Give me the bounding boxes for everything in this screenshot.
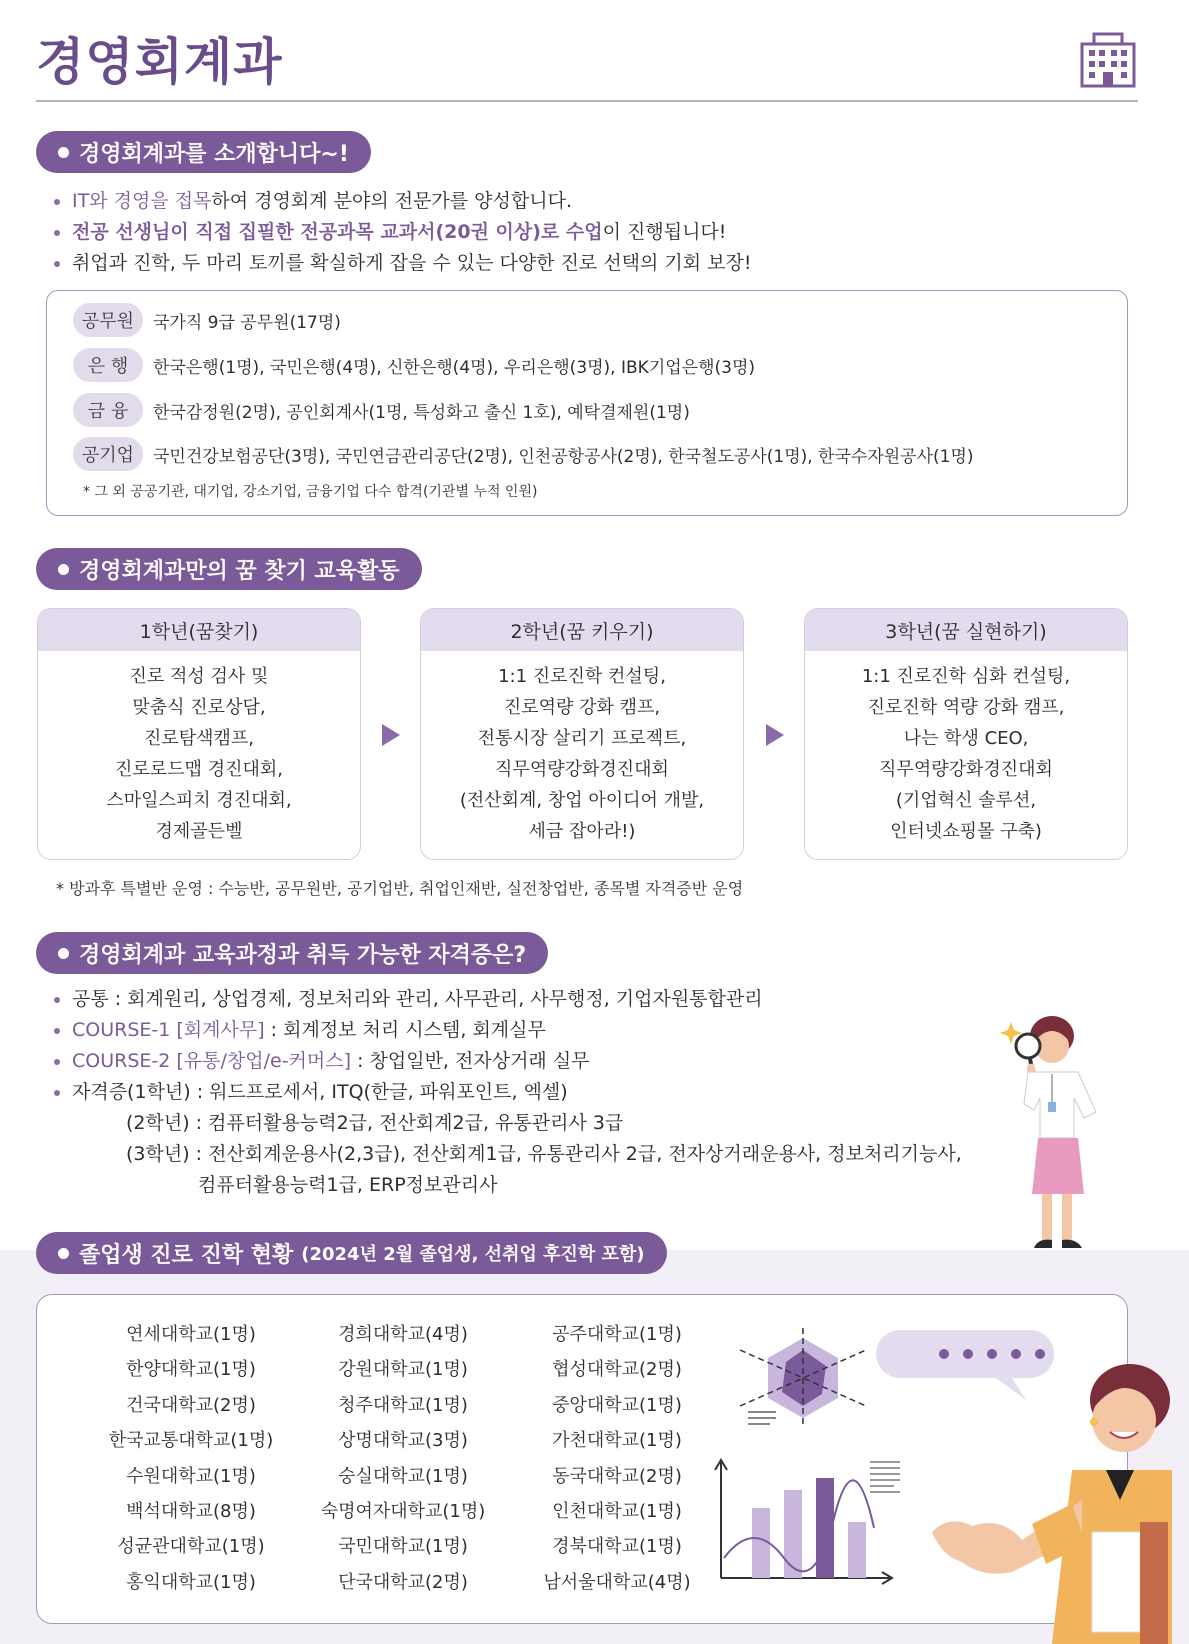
list-item: 단국대학교(2명) <box>338 1571 468 1593</box>
cert-grade3-cont: 컴퓨터활용능력1급, ERP정보관리사 <box>198 1174 498 1196</box>
grade-card <box>804 608 1128 860</box>
building-icon <box>1080 30 1136 88</box>
grade-card <box>37 608 361 860</box>
list-item: 백석대학교(8명) <box>126 1501 256 1523</box>
jobs-box <box>46 290 1128 516</box>
speech-bubble-icon <box>876 1330 1054 1400</box>
graduates-heading-sub: (2024년 2월 졸업생, 선취업 후진학 포함) <box>301 1244 645 1265</box>
job-text: 한국감정원(2명), 공인회계사(1명, 특성화고 출신 1호), 예탁결제원(1명) <box>153 402 690 423</box>
activities-heading <box>36 548 422 590</box>
bullet-dot <box>58 1248 69 1259</box>
magnifier-icon <box>1016 1034 1040 1058</box>
list-item: 동국대학교(2명) <box>552 1465 682 1487</box>
grade-card-body: 1:1 진로진학 심화 컨설팅, 진로진학 역량 강화 캠프, 나는 학생 CEO, 직무역량강화경진대회 (기업혁신 솔루션, 인터넷쇼핑몰 구축) <box>861 666 1071 842</box>
woman-magnifier-illustration <box>990 1012 1120 1258</box>
job-row <box>73 303 341 337</box>
activities-heading-text: 경영회계과만의 꿈 찾기 교육활동 <box>79 558 400 584</box>
list-item: 상명대학교(3명) <box>338 1430 468 1452</box>
presenter-illustration <box>932 1364 1172 1644</box>
curriculum-common: 공통 : 회계원리, 상업경제, 정보처리와 관리, 사무관리, 사무행정, 기업자원통합관리 <box>54 984 962 1015</box>
curriculum-list <box>54 984 962 1201</box>
list-item: 강원대학교(1명) <box>338 1359 468 1381</box>
intro-bullet: 전공 선생님이 직접 집필한 전공과목 교과서(20권 이상)로 수업이 진행됩니다! <box>54 217 752 248</box>
list-item: 숭실대학교(1명) <box>338 1465 468 1487</box>
activities-note: * 방과후 특별반 운영 : 수능반, 공무원반, 공기업반, 취업인재반, 실전창업반, 종목별 자격증반 운영 <box>56 879 744 898</box>
curriculum-heading <box>36 932 548 974</box>
intro-bullet: 취업과 진학, 두 마리 토끼를 확실하게 잡을 수 있는 다양한 진로 선택의 기회 보장! <box>54 248 752 279</box>
curriculum-heading-text: 경영회계과 교육과정과 취득 가능한 자격증은? <box>79 942 527 968</box>
job-text: 한국은행(1명), 국민은행(4명), 신한은행(4명), 우리은행(3명), IBK기업은행(3명) <box>153 357 756 378</box>
cert-grade1: 자격증(1학년) : 워드프로세서, ITQ(한글, 파워포인트, 엑셀) <box>54 1077 962 1108</box>
list-item: 협성대학교(2명) <box>552 1359 682 1381</box>
graduates-heading-text: 졸업생 진로 진학 현황 <box>79 1242 294 1268</box>
job-tag: 금 융 <box>73 393 143 427</box>
graduates-heading <box>36 1232 667 1274</box>
arrow-right-icon <box>382 724 400 746</box>
list-item: 한국교통대학교(1명) <box>108 1430 274 1452</box>
grade-card-body: 진로 적성 검사 및 맞춤식 진로상담, 진로탐색캠프, 진로로드맵 경진대회, 스마일스피치 경진대회, 경제골든벨 <box>106 666 292 842</box>
grade-card <box>420 608 744 860</box>
list-item: 건국대학교(2명) <box>126 1394 256 1416</box>
grade-card-head: 1학년(꿈찾기) <box>38 609 360 651</box>
jobs-note: * 그 외 공공기관, 대기업, 강소기업, 금융기업 다수 합격(기관별 누적 인원) <box>83 484 538 500</box>
list-item: 청주대학교(1명) <box>338 1394 468 1416</box>
job-tag: 은 행 <box>73 348 143 382</box>
job-row <box>73 393 690 427</box>
list-item: 중앙대학교(1명) <box>552 1394 682 1416</box>
bullet-dot <box>58 564 69 575</box>
university-column <box>293 1317 513 1600</box>
job-row <box>73 437 974 471</box>
bullet-dot <box>58 147 69 158</box>
list-item: 한양대학교(1명) <box>126 1359 256 1381</box>
cert-grade3: (3학년) : 전산회계운용사(2,3급), 전산회계1급, 유통관리사 2급, 전자상거래운용사, 정보처리기능사, <box>126 1143 962 1165</box>
university-column <box>81 1317 301 1600</box>
list-item: 가천대학교(1명) <box>552 1430 682 1452</box>
list-item: 연세대학교(1명) <box>126 1324 256 1345</box>
list-item: 경북대학교(1명) <box>552 1536 682 1558</box>
chart-illustration <box>700 1300 1189 1644</box>
list-item: 남서울대학교(4명) <box>543 1571 691 1593</box>
list-item: 홍익대학교(1명) <box>126 1571 256 1593</box>
intro-heading <box>36 131 371 173</box>
list-item: 수원대학교(1명) <box>126 1465 256 1487</box>
job-tag: 공기업 <box>73 437 143 471</box>
list-item: 공주대학교(1명) <box>552 1324 682 1345</box>
grade-card-head: 2학년(꿈 키우기) <box>421 609 743 651</box>
intro-bullets <box>54 186 752 279</box>
grade-card-body: 1:1 진로진학 컨설팅, 진로역량 강화 캠프, 전통시장 살리기 프로젝트, 직무역량강화경진대회 (전산회계, 창업 아이디어 개발, 세금 잡아라!) <box>459 666 705 842</box>
job-text: 국민건강보험공단(3명), 국민연금관리공단(2명), 인천공항공사(2명), 한국철도공사(1명), 한국수자원공사(1명) <box>153 446 974 467</box>
list-item: 인천대학교(1명) <box>552 1501 682 1523</box>
intro-bullet: IT와 경영을 접목하여 경영회계 분야의 전문가를 양성합니다. <box>54 186 752 217</box>
curriculum-course1: COURSE-1 [회계사무] : 회계정보 처리 시스템, 회계실무 <box>54 1015 962 1046</box>
list-item: 성균관대학교(1명) <box>117 1536 265 1558</box>
arrow-right-icon <box>766 724 784 746</box>
job-text: 국가직 9급 공무원(17명) <box>153 312 341 333</box>
list-item: 경희대학교(4명) <box>338 1324 468 1345</box>
page-title: 경영회계과 <box>36 33 283 91</box>
cert-grade2: (2학년) : 컴퓨터활용능력2급, 전산회계2급, 유통관리사 3급 <box>126 1112 624 1134</box>
title-divider <box>36 100 1138 102</box>
job-tag: 공무원 <box>73 303 143 337</box>
list-item: 국민대학교(1명) <box>338 1536 468 1558</box>
job-row <box>73 348 755 382</box>
list-item: 숙명여자대학교(1명) <box>320 1501 486 1523</box>
grade-card-head: 3학년(꿈 실현하기) <box>805 609 1127 651</box>
intro-heading-text: 경영회계과를 소개합니다~! <box>79 141 349 167</box>
university-column <box>507 1317 727 1600</box>
curriculum-course2: COURSE-2 [유통/창업/e-커머스] : 창업일반, 전자상거래 실무 <box>54 1046 962 1077</box>
bullet-dot <box>58 948 69 959</box>
